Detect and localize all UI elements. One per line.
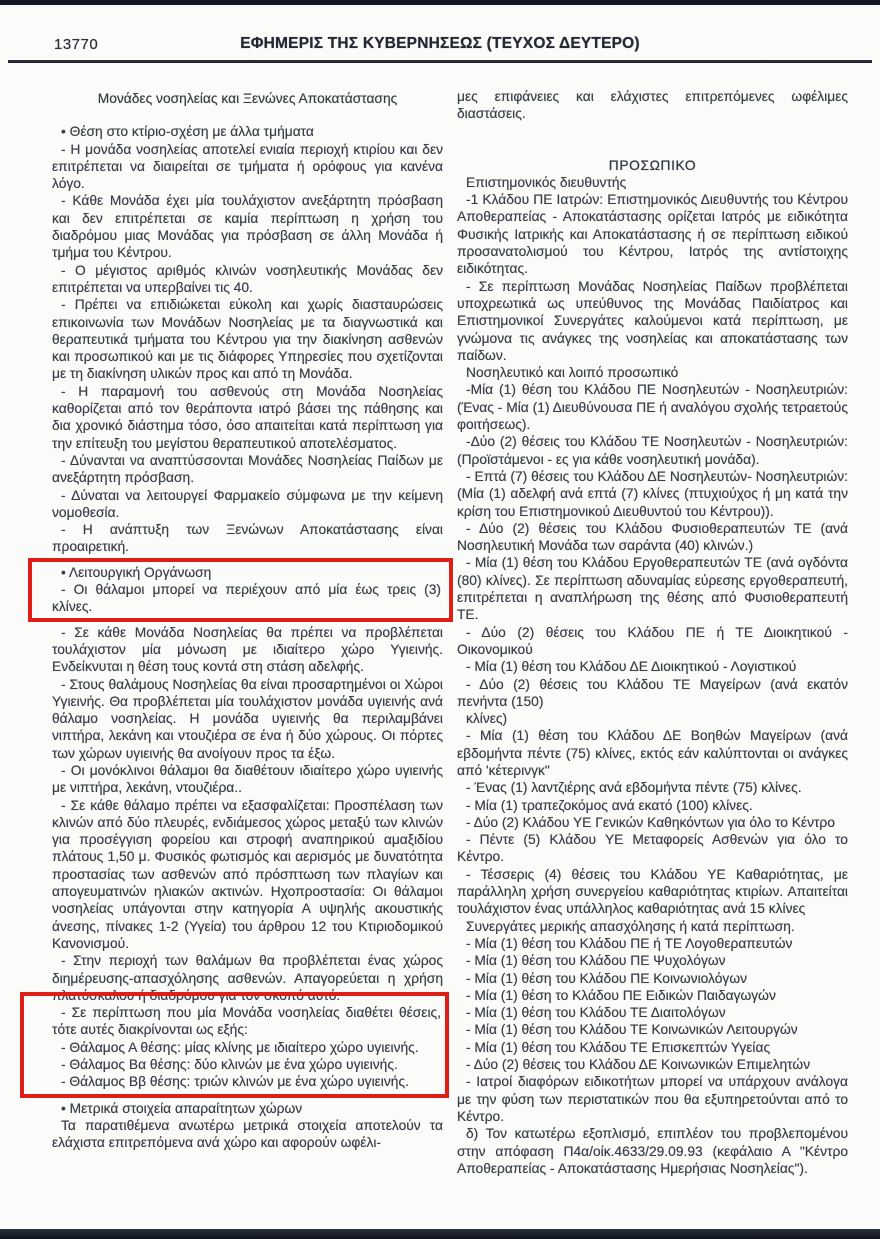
paragraph: κλίνες) [466,711,508,727]
left-column [52,88,443,1177]
paragraph: - Δύο (2) θέσεις του Κλάδου ΠΕ ή ΤΕ Διοικητικού - Οικονομικού [457,624,848,657]
paragraph: - Μία (1) θέση του Κλάδου ΤΕ Κοινωνικών Λειτουργών [466,1022,798,1038]
page-number: 13770 [54,36,99,53]
paragraph: Τα παρατιθέμενα ανωτέρω μετρικά στοιχεία αποτελούν τα ελάχιστα επιτρεπόμενα ανά χώρο και αφορούν ωφέλι- [52,1117,443,1151]
paragraph: - Δύναται να λειτουργεί Φαρμακείο σύμφωνα με την κείμενη νομοθεσία. [52,487,443,520]
paragraph: Επιστημονικός διευθυντής [466,174,627,190]
paragraph: - Σε περίπτωση Μονάδας Νοσηλείας Παίδων προβλέπεται υποχρεωτικά ως υπεύθυνος της Μονάδας Παιδίατρος και Επιστημονικοί Συνεργάτες καλούμενοι κατά περίπτωση, με γνώμονα τις ανάγκες της νοσηλείας και αποκατάστασης των παίδων. [457,278,848,363]
right-section-paragraphs [457,174,848,1177]
paragraph: - Δύο (2) Κλάδου ΥΕ Γενικών Καθηκόντων για όλο το Κέντρο [466,814,835,830]
paragraph: - Στην περιοχή των θαλάμων θα προβλέπεται ένας χώρος διημέρευσης-απασχόλησης ασθενών. Απαγορεύεται η χρήση πλατύσκαλου ή διαδρόμου για τον σκοπό αυτό. [52,953,443,1003]
page-header [0,34,880,58]
paragraph: • Θέση στο κτίριο-σχέση με άλλα τμήματα [61,124,314,140]
scan-edge-bottom [0,1229,880,1239]
paragraph: - Μία (1) θέση του Κλάδου Εργοθεραπευτών ΤΕ (ανά ογδόντα (80) κλίνες). Σε περίπτωση αδυναμίας εύρεσης εργοθεραπευτή, επιτρέπεται η αναπλήρωση της θέσης από Φυσιοθεραπευτή ΤΕ. [457,555,848,623]
paragraph: - Κάθε Μονάδα έχει μία τουλάχιστον ανεξάρτητη πρόσβαση και δεν επιτρέπεται σε καμία περίπτωση η χρήση του διαδρόμου μιας Μονάδας για πρόσβαση σε άλλη Μονάδα ή τμήμα του Κέντρου. [52,193,443,261]
paragraph: - Μία (1) θέση του Κλάδου ΠΕ ή ΤΕ Λογοθεραπευτών [466,935,793,951]
paragraph: - Μία (1) θέση του Κλάδου ΤΕ Διαιτολόγων [466,1005,726,1021]
continuation-paragraph: μες επιφάνειες και ελάχιστες επιτρεπόμενες ωφέλιμες διαστάσεις. [457,89,848,122]
paragraph: - Θάλαμος Α θέσης: μίας κλίνης με ιδιαίτερο χώρο υγιεινής. [61,1039,419,1055]
left-column-title: Μονάδες νοσηλείας και Ξενώνες Αποκατάστασης [97,91,398,106]
left-section-1 [52,123,443,555]
paragraph: - Μία (1) τραπεζοκόμος ανά εκατό (100) κλίνες. [466,797,753,813]
paragraph: - Οι θάλαμοι μπορεί να περιέχουν από μία έως τρεις (3) κλίνες. [52,582,441,615]
paragraph: - Στους θαλάμους Νοσηλείας θα είναι προσαρτημένοι οι Χώροι Υγιεινής. Θα προβλέπεται μία τουλάχιστον μονάδα υγιεινής ανά θάλαμο νοσηλείας. Η μονάδα υγιεινής θα περιλαμβάνει νιπτήρα, λεκάνη και ντουζιέρα σε ένα ή δύο χώρους. Οι πόρτες των χώρων υγιεινής θα ανοίγουν προς τα έξω. [52,676,443,761]
paragraph: Συνεργάτες μερικής απασχόλησης ή κατά περίπτωση. [466,918,795,934]
paragraph: • Μετρικά στοιχεία απαραίτητων χώρων [61,1100,303,1116]
paragraph: - Πρέπει να επιδιώκεται εύκολη και χωρίς διασταυρώσεις επικοινωνία των Μονάδων Νοσηλείας με τα διαγνωστικά και θεραπευτικά τμήματα του Κέντρου για την διακίνηση ασθενών και προσωπικού και με τις διάφορες Υπηρεσίες που σχετίζονται με τη διακίνηση υλικών προς και από τη Μονάδα. [52,297,443,382]
paragraph: - Δύο (2) θέσεις του Κλάδου ΤΕ Μαγείρων (ανά εκατόν πενήντα (150) [457,676,848,709]
gazette-title: ΕΦΗΜΕΡΙΣ ΤΗΣ ΚΥΒΕΡΝΗΣΕΩΣ (ΤΕΥΧΟΣ ΔΕΥΤΕΡΟ) [240,35,640,52]
paragraph: - Πέντε (5) Κλάδου ΥΕ Μεταφορείς Ασθενών για όλο το Κέντρο. [457,832,848,865]
header-rule [8,60,872,63]
paragraph: Νοσηλευτικό και λοιπό προσωπικό [466,365,679,381]
paragraph: - Ο μέγιστος αριθμός κλινών νοσηλευτικής Μονάδας δεν επιτρέπεται να υπερβαίνει τις 40. [52,262,443,295]
paragraph: - Δύο (2) θέσεις του Κλάδου ΔΕ Κοινωνικών Επιμελητών [466,1057,811,1073]
paragraph: - Μία (1) θέση του Κλάδου ΠΕ Κοινωνιολόγων [466,970,747,986]
paragraph: - Μία (1) θέση του Κλάδου ΔΕ Διοικητικού - Λογιστικού [466,659,797,675]
highlight-box-2-content [52,1004,441,1090]
paragraph: - Θάλαμος Ββ θέσης: τριών κλινών με ένα χώρο υγιεινής. [61,1074,409,1090]
personnel-section-heading: ΠΡΟΣΩΠΙΚΟ [608,157,697,173]
highlight-box-2 [20,992,449,1097]
paragraph: -1 Κλάδου ΠΕ Ιατρών: Επιστημονικός Διευθυντής του Κέντρου Αποθεραπείας - Αποκατάστασης ορίζεται Ιατρός με ειδικότητα Φυσικής Ιατρικής και Αποκατάστασης ή σε περίπτωση ειδικού προσανατολισμού του Κέντρου, Ιατρός της αντίστοιχης ειδικότητας. [457,192,848,277]
paragraph: - Μία (1) θέση του Κλάδου ΠΕ Ψυχολόγων [466,953,726,969]
left-section-3 [52,1100,443,1152]
paragraph: - Σε περίπτωση που μία Μονάδα νοσηλείας διαθέτει θέσεις, τότε αυτές διακρίνονται ως εξής: [52,1005,441,1038]
highlight-box-1 [28,558,453,622]
page-body [52,88,848,1177]
paragraph: - Μία (1) θέση του Κλάδου ΤΕ Επισκεπτών Υγείας [466,1039,771,1055]
right-column [457,88,848,1177]
paragraph: - Ιατροί διαφόρων ειδικοτήτων μπορεί να υπάρχουν ανάλογα με την φύση των περιστατικών που θα εξυπηρετούνται από το Κέντρο. [457,1074,848,1124]
paragraph: -Μία (1) θέση του Κλάδου ΠΕ Νοσηλευτών - Νοσηλευτριών: (Ένας - Μία (1) Διευθύνουσα ΠΕ ή αναλόγου σχολής τετραετούς φοιτήσεως). [457,382,848,433]
left-section-2 [52,624,443,1005]
paragraph: - Μία (1) θέση του Κλάδου ΔΕ Βοηθών Μαγείρων (ανά εβδομήντα πέντε (75) κλίνες, εκτός εάν καλύπτονται οι ανάγκες από 'κέτερινγκ" [457,728,848,778]
scan-edge-top [0,0,880,5]
paragraph: - Ένας (1) λαντζιέρης ανά εβδομήντα πέντε (75) κλίνες. [466,780,802,796]
paragraph: - Δύνανται να αναπτύσσονται Μονάδες Νοσηλείας Παίδων με ανεξάρτητη πρόσβαση. [52,452,443,486]
paragraph: - Τέσσερις (4) θέσεις του Κλάδου ΥΕ Καθαριότητας, με παράλληλη χρήση συνεργείου καθαριότητας κτιρίων. Απαιτείται τουλάχιστον ένας υπάλληλος καθαριότητας ανά 15 κλίνες [457,866,848,917]
paragraph: - Μία (1) θέση το Κλάδου ΠΕ Ειδικών Παιδαγωγών [466,987,776,1003]
paragraph: - Σε κάθε Μονάδα Νοσηλείας θα πρέπει να προβλέπεται τουλάχιστον μία μόνωση με ιδιαίτερο χώρο Υγιεινής. Ενδείκνυται η θέση τους κοντά στη στάση αδελφής. [52,624,443,675]
paragraph: δ) Τον κατωτέρω εξοπλισμό, επιπλέον του προβλεπομένου στην απόφαση Π4α/οίκ.4633/29.09.93 (κεφάλαιο Α "Κέντρο Αποθεραπείας - Αποκατάστασης Ημερήσιας Νοσηλείας"). [457,1126,848,1176]
paragraph: - Δύο (2) θέσεις του Κλάδου Φυσιοθεραπευτών ΤΕ (ανά Νοσηλευτική Μονάδα των σαράντα (40) κλινών.) [457,520,848,554]
paragraph: - Η παραμονή του ασθενούς στη Μονάδα Νοσηλείας καθορίζεται από τον θεράποντα ιατρό βάσει της πάθησης και δια χρονικό διάστημα τόσο, όσο απαιτείται κατά περίπτωση για την επίτευξη του μεγίστου θεραπευτικού αποτελέσματος. [52,383,443,451]
paragraph: - Επτά (7) θέσεις του Κλάδου ΔΕ Νοσηλευτών- Νοσηλευτριών: (Μία (1) αδελφή ανά επτά (7) κλίνες (πτυχιούχος ή μη κατά την κρίση του Επιστημονικού Διευθυντού του Κέντρου)). [457,468,848,519]
paragraph: -Δύο (2) θέσεις του Κλάδου ΤΕ Νοσηλευτών - Νοσηλευτριών: (Προϊστάμενοι - ες για κάθε νοσηλευτική μονάδα). [457,434,848,467]
highlight-box-1-content [52,564,441,616]
paragraph: - Η μονάδα νοσηλείας αποτελεί ενιαία περιοχή κτιρίου και δεν επιτρέπεται να διαιρείται σε τμήματα ή ορόφους για κανένα λόγο. [52,141,443,192]
paragraph: • Λειτουργική Οργάνωση [61,564,212,580]
paragraph: - Η ανάπτυξη των Ξενώνων Αποκατάστασης είναι προαιρετική. [52,522,443,555]
paragraph: - Οι μονόκλινοι θάλαμοι θα διαθέτουν ιδιαίτερο χώρο υγιεινής με νιπτήρα, λεκάνη, ντουζιέρα.. [52,762,443,796]
paragraph: - Θάλαμος Βα θέσης: δύο κλινών με ένα χώρο υγιεινής. [61,1057,398,1073]
paragraph: - Σε κάθε θάλαμο πρέπει να εξασφαλίζεται: Προσπέλαση των κλινών από δύο πλευρές, ενδιάμεσος χώρος μεταξύ των κλινών για προσέγγιση φορείου και στροφή αναπηρικού αμαξιδίου πλάτους 1,50 μ. Φυσικός φωτισμός και αερισμός με δυνατότητα προστασίας των ασθενών από πρόσπτωση των πλαγίων και απογευματινών ηλιακών ακτινών. Ηχοπροστασία: Οι θάλαμοι νοσηλείας υπάγονται στην κατηγορία Α υψηλής ακουστικής άνεσης, πίνακες 1-2 (Υγεία) του άρθρου 12 του Κτιριοδομικού Κανονισμού. [52,797,443,951]
